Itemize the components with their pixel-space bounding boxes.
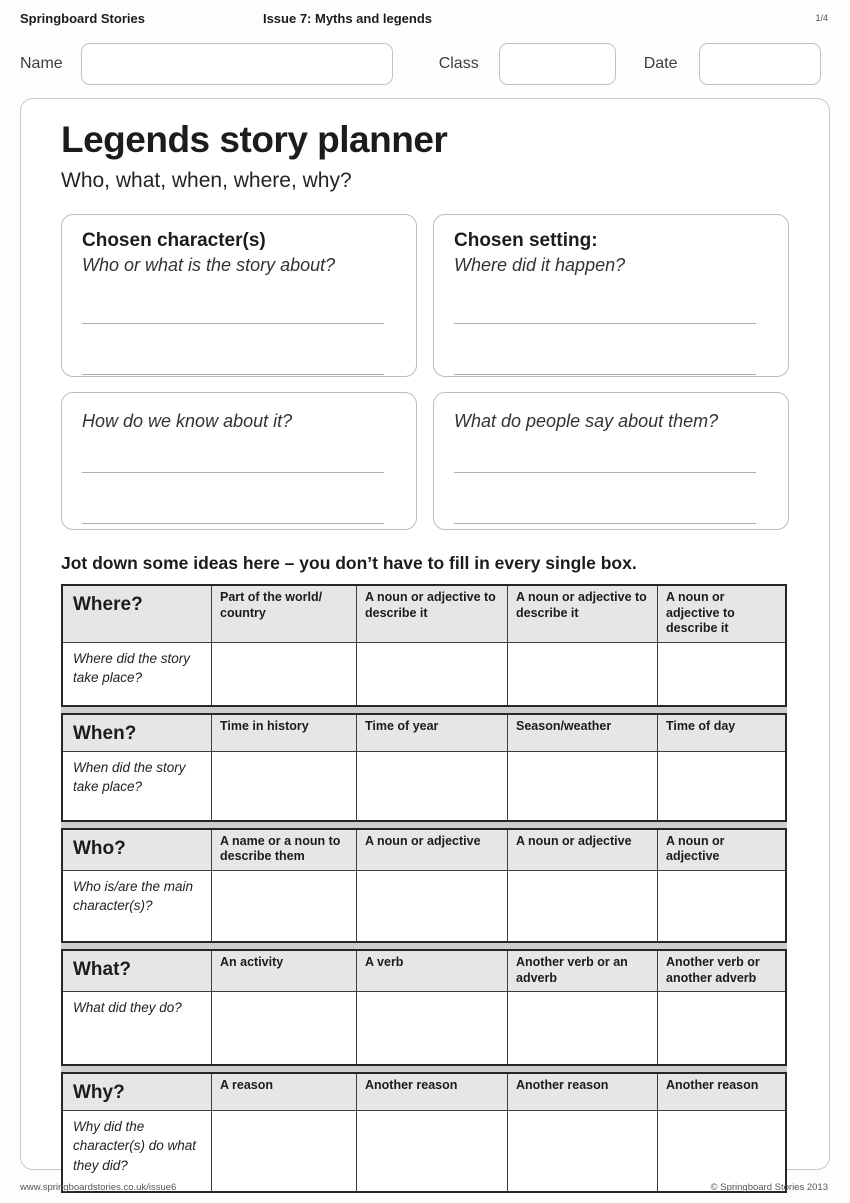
footer-url: www.springboardstories.co.uk/issue6 xyxy=(20,1182,177,1193)
section-question: When did the story take place? xyxy=(63,752,212,820)
section-question: Who is/are the main character(s)? xyxy=(63,871,212,941)
chosen-character-heading: Chosen character(s) xyxy=(82,230,266,251)
date-input[interactable] xyxy=(699,43,821,85)
writing-line xyxy=(82,323,384,324)
column-header: Another reason xyxy=(658,1074,785,1111)
name-label: Name xyxy=(20,55,63,72)
class-label: Class xyxy=(438,55,479,72)
column-header: A noun or adjective to describe it xyxy=(658,586,785,643)
answer-cell xyxy=(508,992,658,1064)
column-header: A noun or adjective xyxy=(508,830,658,871)
section-label: Why? xyxy=(63,1074,212,1111)
page-number: 1/4 xyxy=(815,13,828,23)
class-input[interactable] xyxy=(499,43,616,85)
top-bar xyxy=(0,0,850,26)
people-say-box xyxy=(433,392,789,530)
column-header: Another reason xyxy=(508,1074,658,1111)
section-question: Where did the story take place? xyxy=(63,643,212,705)
table-section-what xyxy=(61,949,787,1066)
column-header: Another verb or another adverb xyxy=(658,951,785,992)
answer-cell xyxy=(658,1111,785,1191)
column-header: A noun or adjective xyxy=(357,830,508,871)
answer-cell xyxy=(658,992,785,1064)
column-header: A reason xyxy=(212,1074,357,1111)
page-subtitle: Who, what, when, where, why? xyxy=(61,169,352,192)
table-section-where xyxy=(61,584,787,707)
chosen-character-question: Who or what is the story about? xyxy=(82,255,336,275)
answer-cell xyxy=(212,752,357,820)
how-know-question: How do we know about it? xyxy=(82,411,293,431)
how-know-box xyxy=(61,392,417,530)
writing-line xyxy=(82,472,384,473)
answer-cell xyxy=(508,752,658,820)
idea-box-row-2 xyxy=(61,392,789,530)
table-section-why xyxy=(61,1072,787,1193)
table-section-who xyxy=(61,828,787,943)
answer-cell xyxy=(212,1111,357,1191)
column-header: A noun or adjective xyxy=(658,830,785,871)
answer-cell xyxy=(658,871,785,941)
column-header: Time of day xyxy=(658,715,785,752)
chosen-setting-question: Where did it happen? xyxy=(454,255,626,275)
idea-box-row-1 xyxy=(61,214,789,377)
column-header: A name or a noun to describe them xyxy=(212,830,357,871)
issue-title: Issue 7: Myths and legends xyxy=(262,11,433,26)
name-input[interactable] xyxy=(81,43,393,85)
writing-line xyxy=(454,323,756,324)
answer-cell xyxy=(357,643,508,705)
section-label: What? xyxy=(63,951,212,992)
pupil-details-row xyxy=(20,43,830,85)
answer-cell xyxy=(357,1111,508,1191)
chosen-setting-box xyxy=(433,214,789,377)
column-header: Another verb or an adverb xyxy=(508,951,658,992)
chosen-character-box xyxy=(61,214,417,377)
table-section-when xyxy=(61,713,787,822)
writing-line xyxy=(454,374,756,375)
planner-table xyxy=(61,584,787,1193)
answer-cell xyxy=(508,643,658,705)
writing-line xyxy=(82,374,384,375)
section-label: Where? xyxy=(63,586,212,643)
column-header: Another reason xyxy=(357,1074,508,1111)
column-header: An activity xyxy=(212,951,357,992)
column-header: Time of year xyxy=(357,715,508,752)
page-title: Legends story planner xyxy=(61,119,448,160)
answer-cell xyxy=(357,992,508,1064)
column-header: Time in history xyxy=(212,715,357,752)
column-header: A verb xyxy=(357,951,508,992)
answer-cell xyxy=(508,871,658,941)
column-header: A noun or adjective to describe it xyxy=(357,586,508,643)
answer-cell xyxy=(658,752,785,820)
answer-cell xyxy=(357,752,508,820)
section-question: What did they do? xyxy=(63,992,212,1064)
instruction-text: Jot down some ideas here – you don’t have to fill in every single box. xyxy=(61,553,637,573)
brand-text: Springboard Stories xyxy=(20,11,145,26)
section-label: Who? xyxy=(63,830,212,871)
column-header: Season/weather xyxy=(508,715,658,752)
footer-copyright: © Springboard Stories 2013 xyxy=(710,1182,828,1193)
column-header: A noun or adjective to describe it xyxy=(508,586,658,643)
column-header: Part of the world/ country xyxy=(212,586,357,643)
writing-line xyxy=(82,523,384,524)
writing-line xyxy=(454,523,756,524)
chosen-setting-heading: Chosen setting: xyxy=(454,230,598,251)
section-question: Why did the character(s) do what they did? xyxy=(63,1111,212,1191)
people-say-question: What do people say about them? xyxy=(454,411,719,431)
section-label: When? xyxy=(63,715,212,752)
answer-cell xyxy=(357,871,508,941)
date-label: Date xyxy=(643,55,678,72)
writing-line xyxy=(454,472,756,473)
answer-cell xyxy=(212,871,357,941)
worksheet-panel xyxy=(20,98,830,1173)
answer-cell xyxy=(212,643,357,705)
answer-cell xyxy=(508,1111,658,1191)
answer-cell xyxy=(658,643,785,705)
answer-cell xyxy=(212,992,357,1064)
